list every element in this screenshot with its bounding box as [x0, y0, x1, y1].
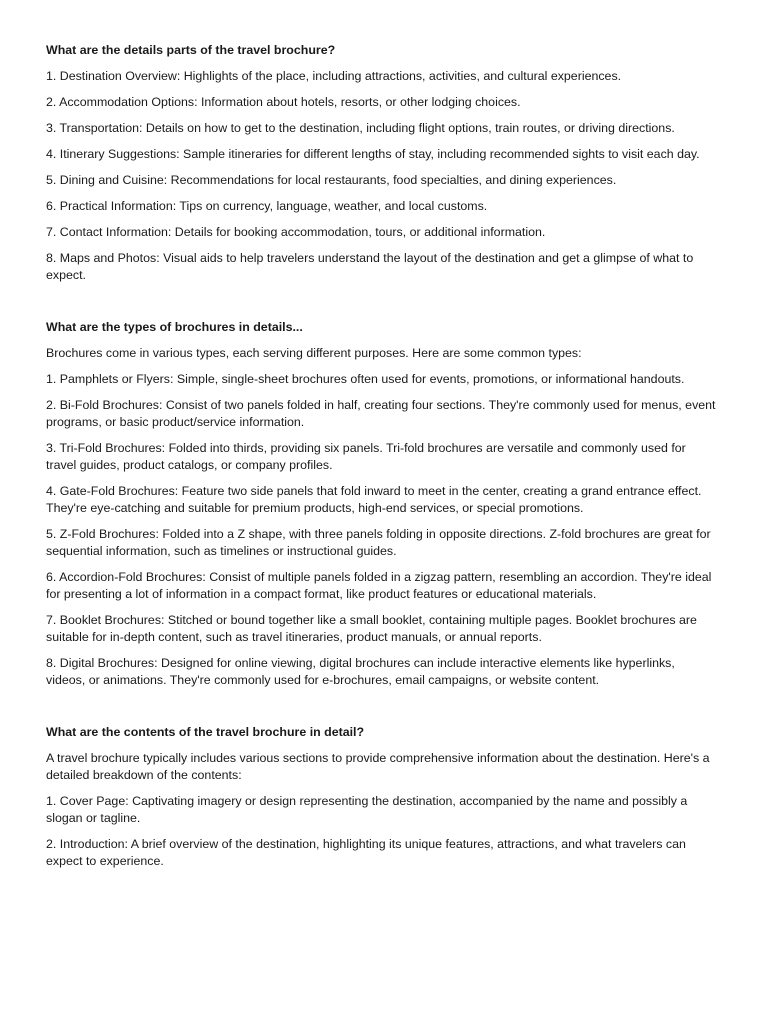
paragraph: 7. Contact Information: Details for booking accommodation, tours, or additional information. — [46, 225, 546, 239]
paragraph: Brochures come in various types, each serving different purposes. Here are some common types: — [46, 346, 582, 360]
section-spacer — [46, 698, 716, 724]
section-heading: What are the types of brochures in details... — [46, 320, 303, 334]
paragraph: 2. Introduction: A brief overview of the destination, highlighting its unique features, attractions, and what travelers can expect to experience. — [46, 837, 686, 868]
paragraph: 7. Booklet Brochures: Stitched or bound together like a small booklet, containing multiple pages. Booklet brochures are suitable for in-depth content, such as travel itineraries, product manuals, or annual reports. — [46, 613, 697, 644]
paragraph: 2. Bi-Fold Brochures: Consist of two panels folded in half, creating four sections. They're commonly used for menus, event programs, or basic product/service information. — [46, 398, 716, 429]
paragraph: 4. Gate-Fold Brochures: Feature two side panels that fold inward to meet in the center, creating a grand entrance effect. They're eye-catching and suitable for premium products, high-end services, or special promotions. — [46, 484, 702, 515]
paragraph: 2. Accommodation Options: Information about hotels, resorts, or other lodging choices. — [46, 95, 521, 109]
paragraph: 8. Maps and Photos: Visual aids to help travelers understand the layout of the destination and get a glimpse of what to expect. — [46, 251, 694, 282]
section-brochure-contents — [46, 724, 716, 870]
paragraph: 1. Pamphlets or Flyers: Simple, single-sheet brochures often used for events, promotions, or informational handouts. — [46, 372, 685, 386]
section-heading: What are the contents of the travel brochure in detail? — [46, 725, 365, 739]
paragraph: 3. Tri-Fold Brochures: Folded into thirds, providing six panels. Tri-fold brochures are versatile and commonly used for travel guides, product catalogs, or company profiles. — [46, 441, 686, 472]
paragraph: 4. Itinerary Suggestions: Sample itineraries for different lengths of stay, including recommended sights to visit each day. — [46, 147, 700, 161]
paragraph: 6. Accordion-Fold Brochures: Consist of multiple panels folded in a zigzag pattern, resembling an accordion. They're ideal for presenting a lot of information in a compact format, like product features or educational materials. — [46, 570, 712, 601]
document-page — [46, 42, 716, 879]
section-brochure-types — [46, 319, 716, 689]
paragraph: 6. Practical Information: Tips on currency, language, weather, and local customs. — [46, 199, 488, 213]
section-spacer — [46, 293, 716, 319]
paragraph: 1. Cover Page: Captivating imagery or design representing the destination, accompanied by the name and possibly a slogan or tagline. — [46, 794, 688, 825]
paragraph: 3. Transportation: Details on how to get to the destination, including flight options, train routes, or driving directions. — [46, 121, 675, 135]
section-heading: What are the details parts of the travel brochure? — [46, 43, 336, 57]
section-details-parts — [46, 42, 716, 284]
paragraph: 5. Z-Fold Brochures: Folded into a Z shape, with three panels folding in opposite directions. Z-fold brochures are great for sequential information, such as timelines or instructional guides. — [46, 527, 711, 558]
paragraph: 5. Dining and Cuisine: Recommendations for local restaurants, food specialties, and dining experiences. — [46, 173, 617, 187]
paragraph: A travel brochure typically includes various sections to provide comprehensive information about the destination. Here's a detailed breakdown of the contents: — [46, 751, 710, 782]
paragraph: 8. Digital Brochures: Designed for online viewing, digital brochures can include interactive elements like hyperlinks, videos, or animations. They're commonly used for e-brochures, email campaigns, or website content. — [46, 656, 675, 687]
paragraph: 1. Destination Overview: Highlights of the place, including attractions, activities, and cultural experiences. — [46, 69, 622, 83]
